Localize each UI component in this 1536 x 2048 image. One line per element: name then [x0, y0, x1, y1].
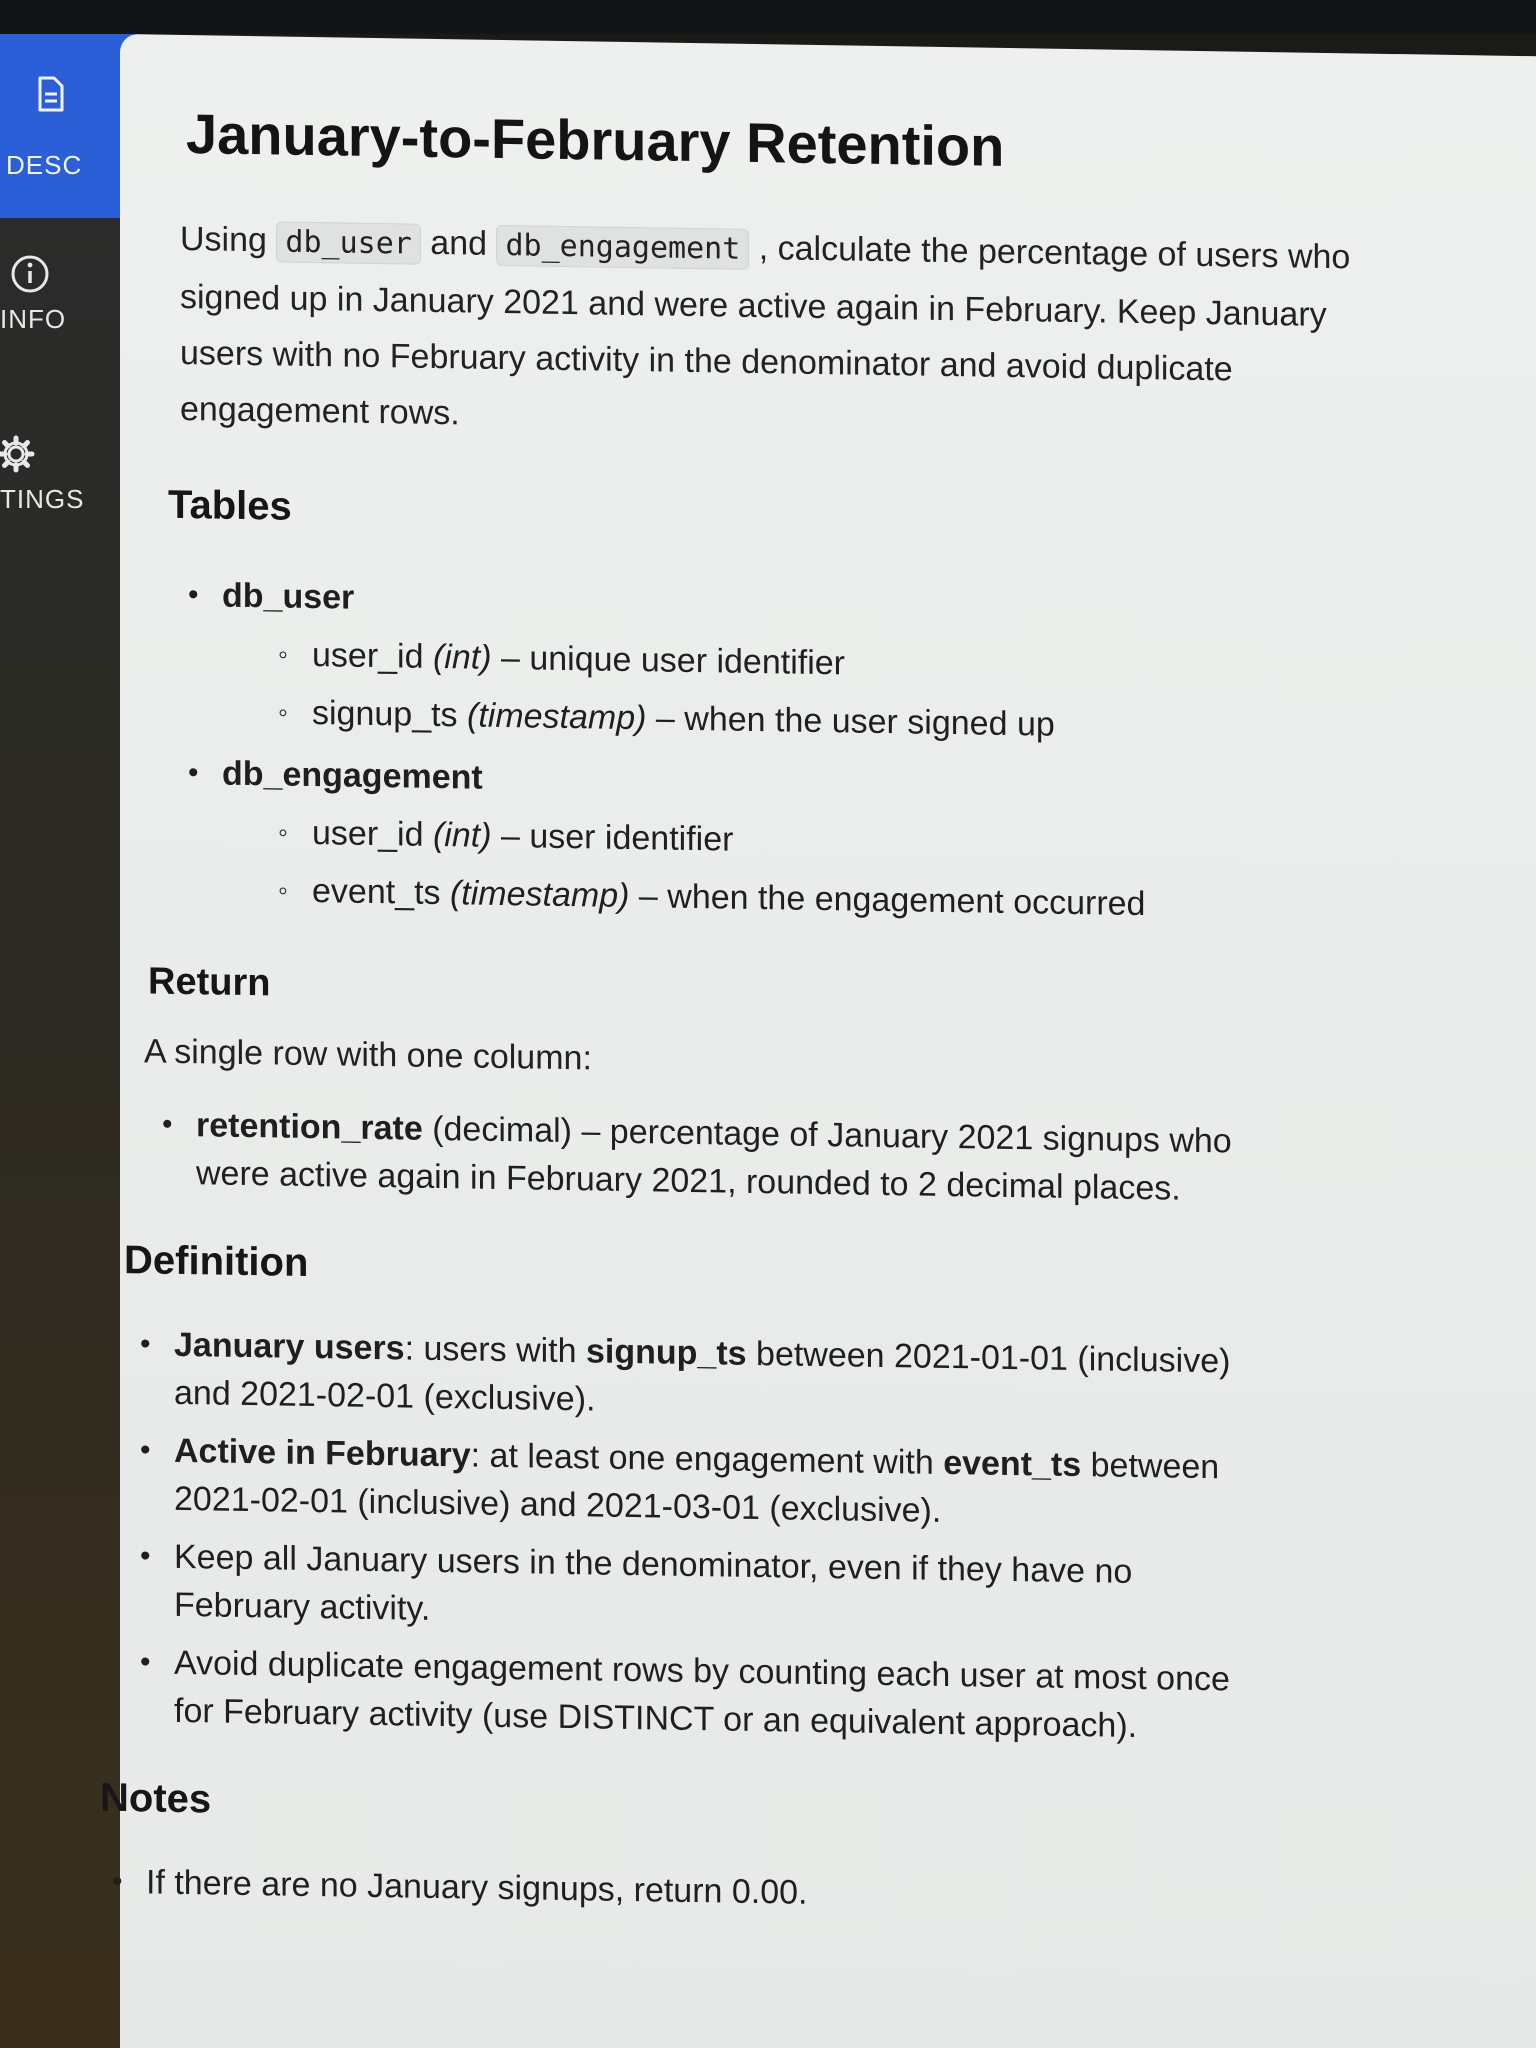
document-icon — [30, 74, 70, 114]
definition-term: signup_ts — [586, 1332, 747, 1373]
definition-term: event_ts — [943, 1443, 1082, 1485]
list-item — [272, 688, 1382, 753]
list-item — [156, 1101, 1286, 1215]
definition-list — [134, 1320, 1264, 1752]
definition-text: Keep all January users in the denominator, even if they have no February activity. — [174, 1537, 1133, 1628]
sidebar-item-label: DESC — [6, 150, 83, 180]
list-item — [272, 808, 1382, 873]
definition-text: : users with — [404, 1329, 577, 1371]
intro-text: Using — [180, 219, 267, 260]
inline-code: db_engagement — [496, 225, 749, 270]
top-bar — [0, 0, 1536, 34]
column-name: user_id — [312, 636, 424, 676]
column-desc: – percentage of January 2021 signups who were active again in February 2021, rounded to 2 decimal places. — [196, 1112, 1232, 1208]
intro-text: , calculate the percentage of users who signed up in January 2021 and were active again in February. Keep January users with no February activity in the denominator and avoid duplicate engagement rows. — [180, 229, 1351, 433]
return-text: A single row with one column: — [144, 1032, 592, 1078]
list-item — [134, 1320, 1264, 1434]
list-item — [134, 1532, 1264, 1646]
column-name: signup_ts — [312, 694, 458, 735]
notes-list — [106, 1858, 1206, 1923]
list-item — [182, 749, 1382, 932]
column-type: (int) — [432, 815, 492, 855]
column-desc: – when the engagement occurred — [638, 877, 1146, 924]
notes-heading: Notes — [100, 1775, 212, 1822]
column-type: (timestamp) — [449, 874, 630, 916]
intro-text: and — [430, 223, 488, 263]
column-name: event_ts — [312, 872, 441, 913]
list-item — [182, 571, 1382, 754]
definition-text: between 2021-01-01 (inclusive) and 2021-02-01 (exclusive). — [174, 1334, 1231, 1419]
page-title: January-to-February Retention — [186, 102, 1005, 178]
column-type: (int) — [432, 637, 492, 677]
list-item — [272, 630, 1382, 695]
return-list — [156, 1101, 1286, 1215]
table-name: db_user — [222, 576, 355, 617]
definition-term: Active in February — [174, 1431, 471, 1475]
problem-description-panel — [100, 34, 1536, 2048]
inline-code: db_user — [276, 221, 420, 264]
definition-text: : at least one engagement with — [470, 1436, 934, 1482]
tables-heading: Tables — [168, 482, 292, 529]
column-desc: – unique user identifier — [500, 638, 845, 683]
column-name: retention_rate — [196, 1106, 423, 1148]
info-icon — [10, 254, 50, 294]
list-item — [272, 866, 1382, 931]
column-type: (decimal) — [432, 1109, 572, 1151]
problem-intro — [180, 211, 1370, 456]
definition-text: Avoid duplicate engagement rows by counting each user at most once for February activity (use DISTINCT or an equivalent approach). — [174, 1643, 1230, 1745]
list-item — [134, 1638, 1264, 1752]
definition-text: between 2021-02-01 (inclusive) and 2021-03-01 (exclusive). — [174, 1446, 1220, 1530]
return-heading: Return — [148, 960, 271, 1005]
sidebar — [0, 34, 138, 2048]
column-type: (timestamp) — [467, 696, 647, 738]
sidebar-item-settings[interactable] — [0, 434, 138, 574]
list-item — [134, 1426, 1264, 1540]
sidebar-item-desc[interactable] — [0, 34, 138, 218]
column-list — [272, 630, 1382, 753]
column-desc: – when the user signed up — [655, 699, 1055, 744]
sidebar-item-label: TINGS — [0, 484, 85, 514]
definition-heading: Definition — [124, 1238, 309, 1285]
definition-term: January users — [174, 1325, 405, 1368]
list-item — [106, 1858, 1206, 1923]
note-text: If there are no January signups, return 0.00. — [146, 1863, 808, 1912]
column-list — [272, 808, 1382, 931]
column-desc: – user identifier — [500, 816, 734, 859]
gear-icon — [0, 434, 36, 474]
sidebar-item-label: INFO — [0, 304, 67, 334]
column-name: user_id — [312, 814, 424, 854]
table-name: db_engagement — [222, 754, 483, 797]
tables-list — [182, 571, 1382, 932]
sidebar-item-info[interactable] — [0, 254, 138, 394]
